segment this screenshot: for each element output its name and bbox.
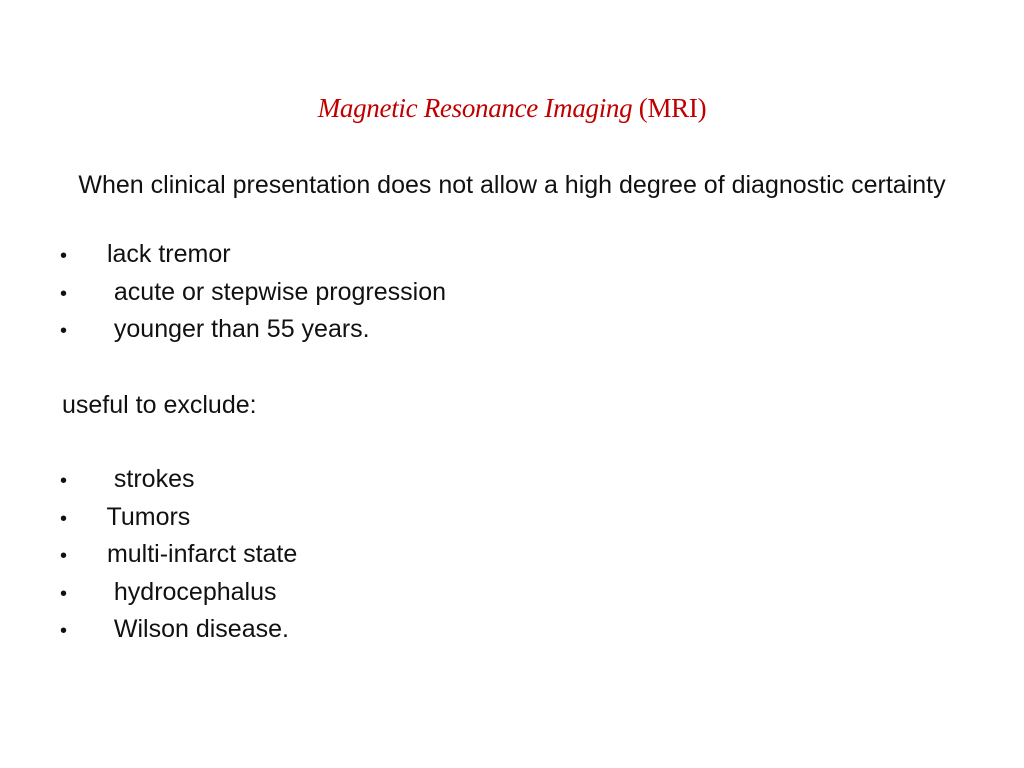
list-item-text: Tumors (100, 502, 191, 531)
list-item-text: multi-infarct state (100, 540, 298, 568)
slide-title-italic: Magnetic Resonance Imaging (317, 93, 633, 123)
list-item-text: hydrocephalus (100, 577, 277, 606)
list-item-text: acute or stepwise progression (100, 277, 447, 306)
list-item (60, 274, 446, 312)
slide-title-abbrev: (MRI) (632, 93, 707, 123)
exclusion-list (60, 461, 297, 649)
bullet-icon: • (60, 282, 68, 305)
intro-text: When clinical presentation does not allow a high degree of diagnostic certainty (78, 171, 946, 199)
exclusion-heading: useful to exclude: (62, 391, 257, 419)
bullet-icon: • (60, 620, 68, 642)
indication-list (60, 236, 446, 349)
list-item (60, 311, 446, 349)
list-item-text: lack tremor (100, 240, 231, 268)
list-item-text: strokes (100, 465, 195, 493)
bullet-icon: • (60, 507, 68, 530)
list-item (60, 461, 297, 499)
slide-title (0, 93, 1024, 124)
bullet-icon: • (60, 470, 68, 492)
list-item (60, 236, 446, 274)
list-item-text: Wilson disease. (100, 615, 289, 643)
bullet-icon: • (60, 245, 68, 267)
list-item (60, 574, 297, 612)
list-item (60, 536, 297, 574)
list-item-text: younger than 55 years. (100, 315, 370, 343)
bullet-icon: • (60, 320, 68, 342)
bullet-icon: • (60, 582, 68, 605)
list-item (60, 499, 297, 537)
list-item (60, 611, 297, 649)
bullet-icon: • (60, 545, 68, 567)
